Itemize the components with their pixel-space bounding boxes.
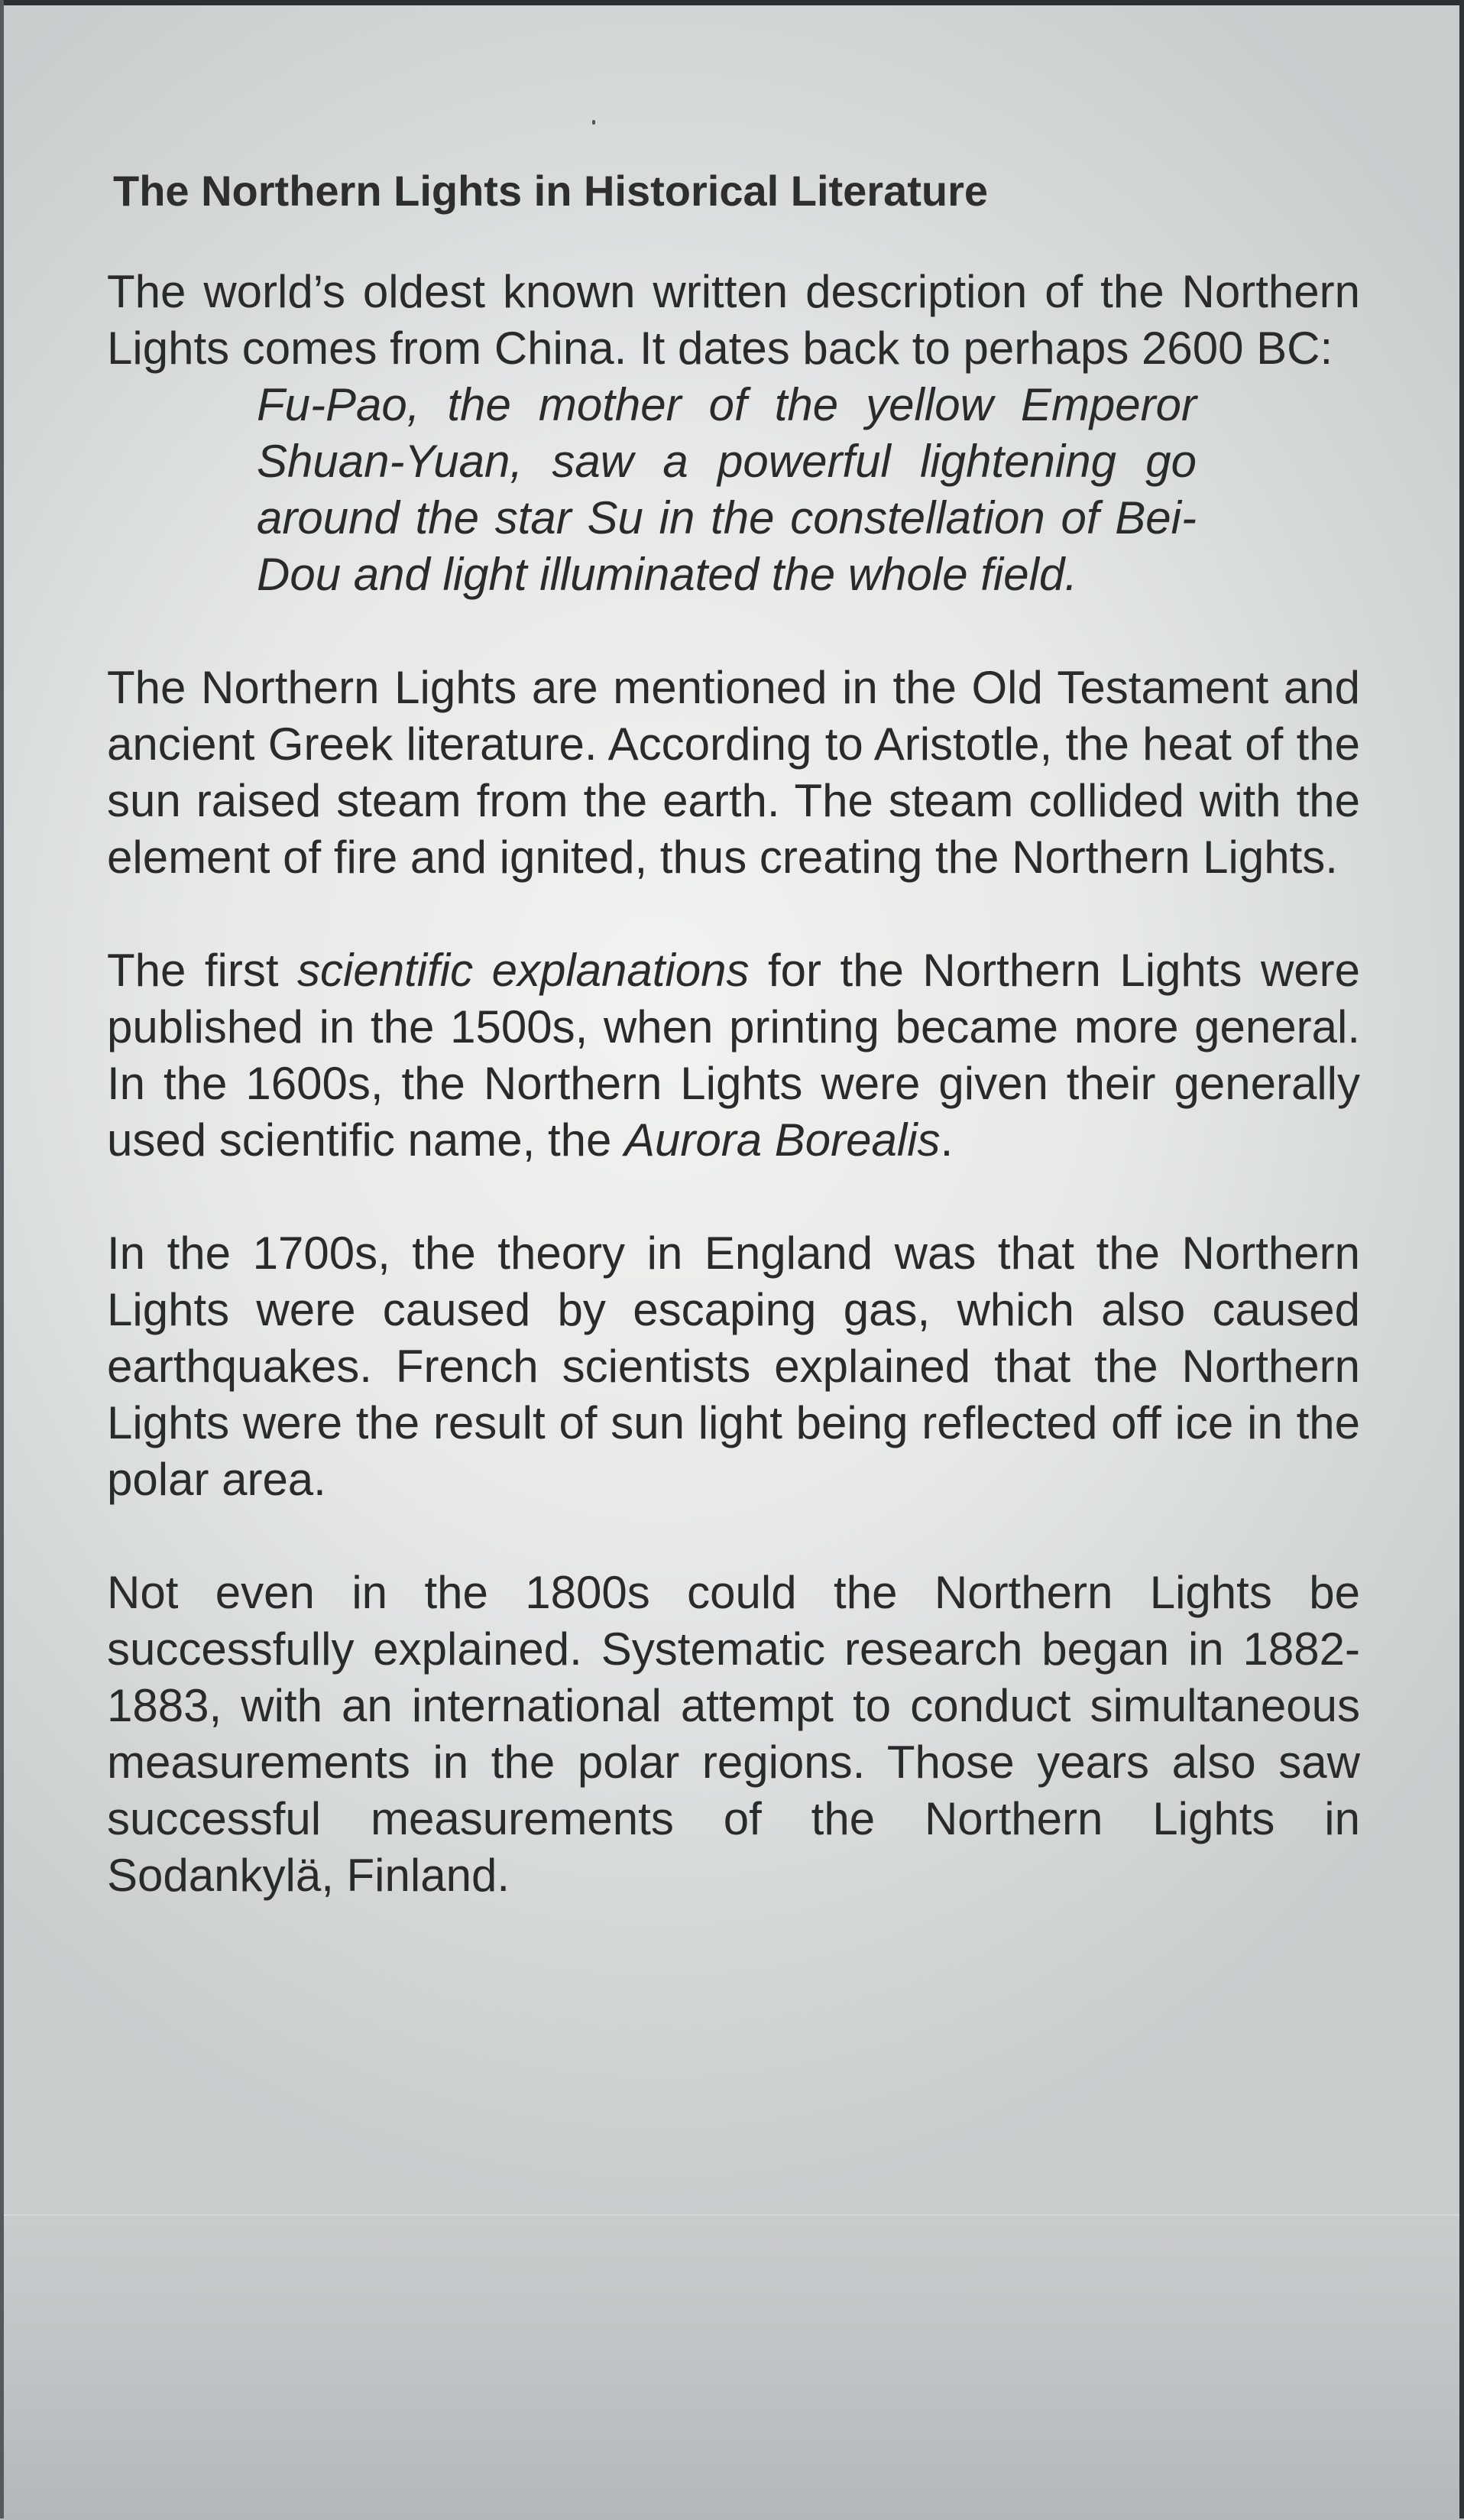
paragraph-oldest-description: The world’s oldest known written description of the Northern Lights comes from China. It dates back to perhaps 2600 BC: [107,266,1360,374]
frame-right-edge [1459,0,1464,2518]
para3-text-3: . [940,1114,954,1166]
paragraph-1700s-theory: In the 1700s, the theory in England was that the Northern Lights were caused by escaping gas, which also caused earthquakes. French scientists explained that the Northern Lights were the result of sun light being reflected off ice in the polar area. [107,1228,1360,1505]
aurora-borealis-emphasis: Aurora Borealis [624,1114,941,1166]
sign-lower-area [4,2214,1459,2520]
frame-left-edge [0,0,4,2518]
chinese-quote: Fu-Pao, the mother of the yellow Emperor Shuan-Yuan, saw a powerful lightening go around the star Su in the constellation of Bei-Dou and light illuminated the whole field. [257,379,1197,600]
dust-speck [592,120,595,125]
para3-text-1: The first [107,945,298,996]
para3-text-2: for the Northern Lights were published in the 1500s, when printing became more general. In the 1600s, the Northern Lights were given their generally used scientific name, the [107,945,1360,1166]
paragraph-1800s-research: Not even in the 1800s could the Northern Lights be successfully explained. Systematic research began in 1882-1883, with an international attempt to conduct simultaneous measurements in the polar regions. Those years also saw successful measurements of the Northern Lights in Sodankylä, Finland. [107,1567,1360,1901]
scientific-explanations-emphasis: scientific explanations [297,945,750,996]
document-body [107,164,1360,1961]
paragraph-scientific-explanations [107,942,1360,1169]
paragraph-old-testament: The Northern Lights are mentioned in the Old Testament and ancient Greek literature. According to Aristotle, the heat of the sun raised steam from the earth. The steam collided with the element of fire and ignited, thus creating the Northern Lights. [107,662,1360,883]
frame-top-edge [0,0,1464,5]
document-title: The Northern Lights in Historical Literature [113,167,989,215]
